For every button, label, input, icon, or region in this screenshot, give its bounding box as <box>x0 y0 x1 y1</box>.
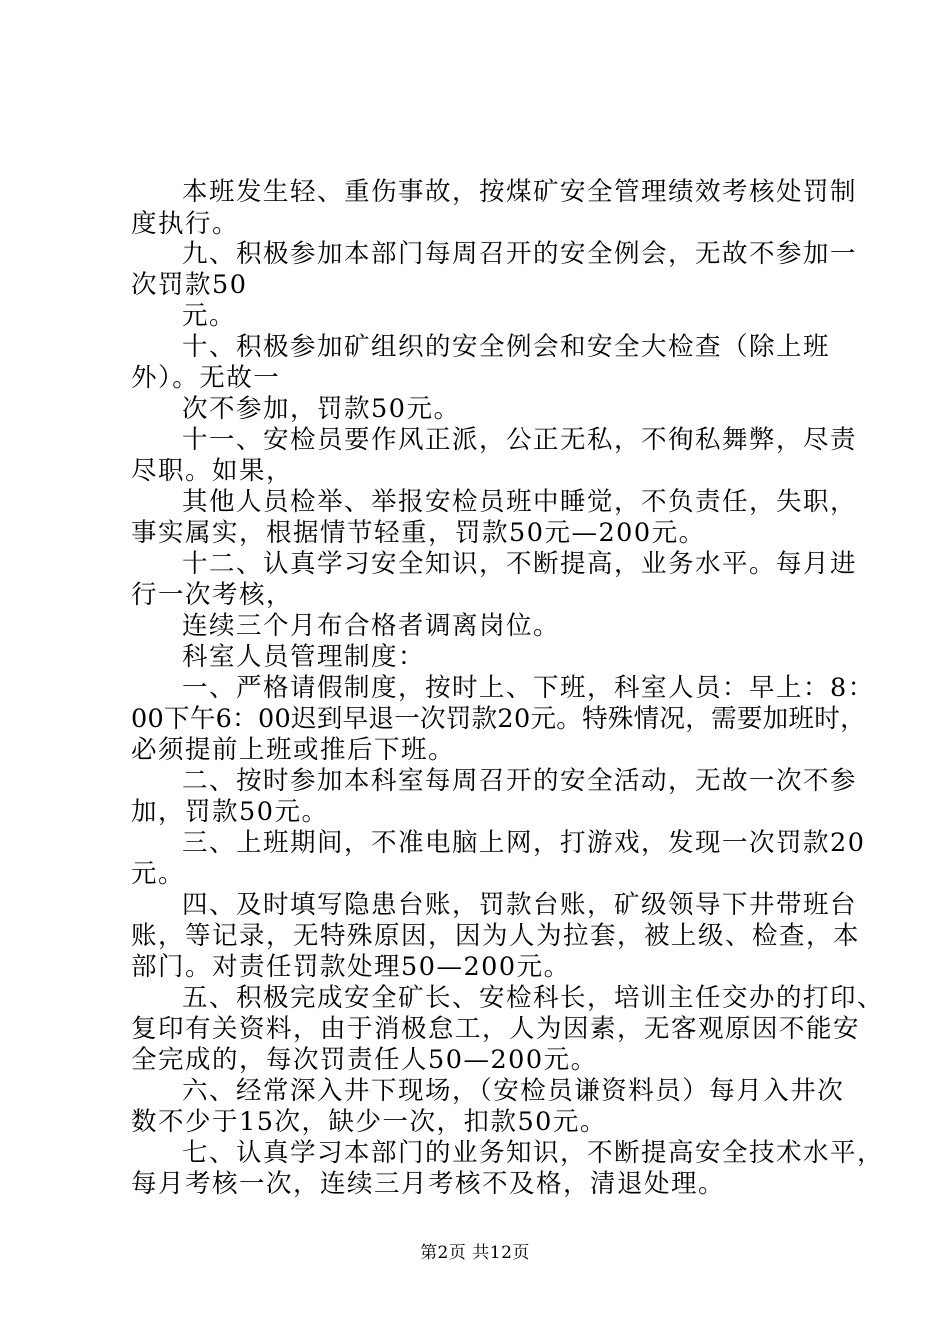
text-line: 九、积极参加本部门每周召开的安全例会，无故不参加一 <box>182 239 858 269</box>
text-line: 全完成的，每次罚责任人50—200元。 <box>131 1045 598 1075</box>
text-line: 00下午6：00迟到早退一次罚款20元。特殊情况，需要加班时， <box>131 704 866 734</box>
text-line: 十、积极参加矿组织的安全例会和安全大检查（除上班 <box>182 332 831 362</box>
page-footer: 第2页 共12页 <box>420 1243 530 1263</box>
text-line: 必须提前上班或推后下班。 <box>131 735 456 765</box>
text-line: 本班发生轻、重伤事故，按煤矿安全管理绩效考核处罚制 <box>182 177 858 207</box>
text-line: 度执行。 <box>131 209 240 239</box>
text-line: 行一次考核， <box>131 580 294 610</box>
text-line: 三、上班期间，不准电脑上网，打游戏，发现一次罚款20 <box>182 828 866 858</box>
text-line: 事实属实，根据情节轻重，罚款50元—200元。 <box>131 518 706 548</box>
text-line: 七、认真学习本部门的业务知识，不断提高安全技术水平， <box>182 1138 885 1168</box>
text-line: 二、按时参加本科室每周召开的安全活动，无故一次不参 <box>182 766 858 796</box>
text-line: 次不参加，罚款50元。 <box>182 394 461 424</box>
text-line: 四、及时填写隐患台账，罚款台账，矿级领导下井带班台 <box>182 890 858 920</box>
section-heading: 科室人员管理制度： <box>182 642 426 672</box>
text-line: 六、经常深入井下现场，（安检员谦资料员）每月入井次 <box>182 1076 845 1106</box>
text-line: 每月考核一次，连续三月考核不及格，清退处理。 <box>131 1169 726 1199</box>
text-line: 数不少于15次，缺少一次，扣款50元。 <box>131 1107 607 1137</box>
text-line: 其他人员检举、举报安检员班中睡觉，不负责任，失职， <box>182 487 858 517</box>
text-line: 一、严格请假制度，按时上、下班，科室人员：早上：8： <box>182 673 875 703</box>
text-line: 尽职。如果， <box>131 456 294 486</box>
text-line: 元。 <box>131 859 186 889</box>
text-line: 加，罚款50元。 <box>131 797 329 827</box>
text-line: 连续三个月布合格者调离岗位。 <box>182 611 561 641</box>
text-line: 部门。对责任罚款处理50—200元。 <box>131 952 571 982</box>
text-line: 十二、认真学习安全知识，不断提高，业务水平。每月进 <box>182 549 858 579</box>
text-line: 十一、安检员要作风正派，公正无私，不徇私舞弊，尽责 <box>182 425 858 455</box>
text-line: 外）。无故一 <box>131 363 281 393</box>
text-line: 次罚款50 <box>131 270 248 300</box>
text-line: 五、积极完成安全矿长、安检科长，培训主任交办的打印、 <box>182 983 885 1013</box>
text-line: 账，等记录，无特殊原因，因为人为拉套，被上级、检查，本 <box>131 921 861 951</box>
text-line: 元。 <box>182 301 237 331</box>
text-line: 复印有关资料，由于消极怠工，人为因素，无客观原因不能安 <box>131 1014 861 1044</box>
